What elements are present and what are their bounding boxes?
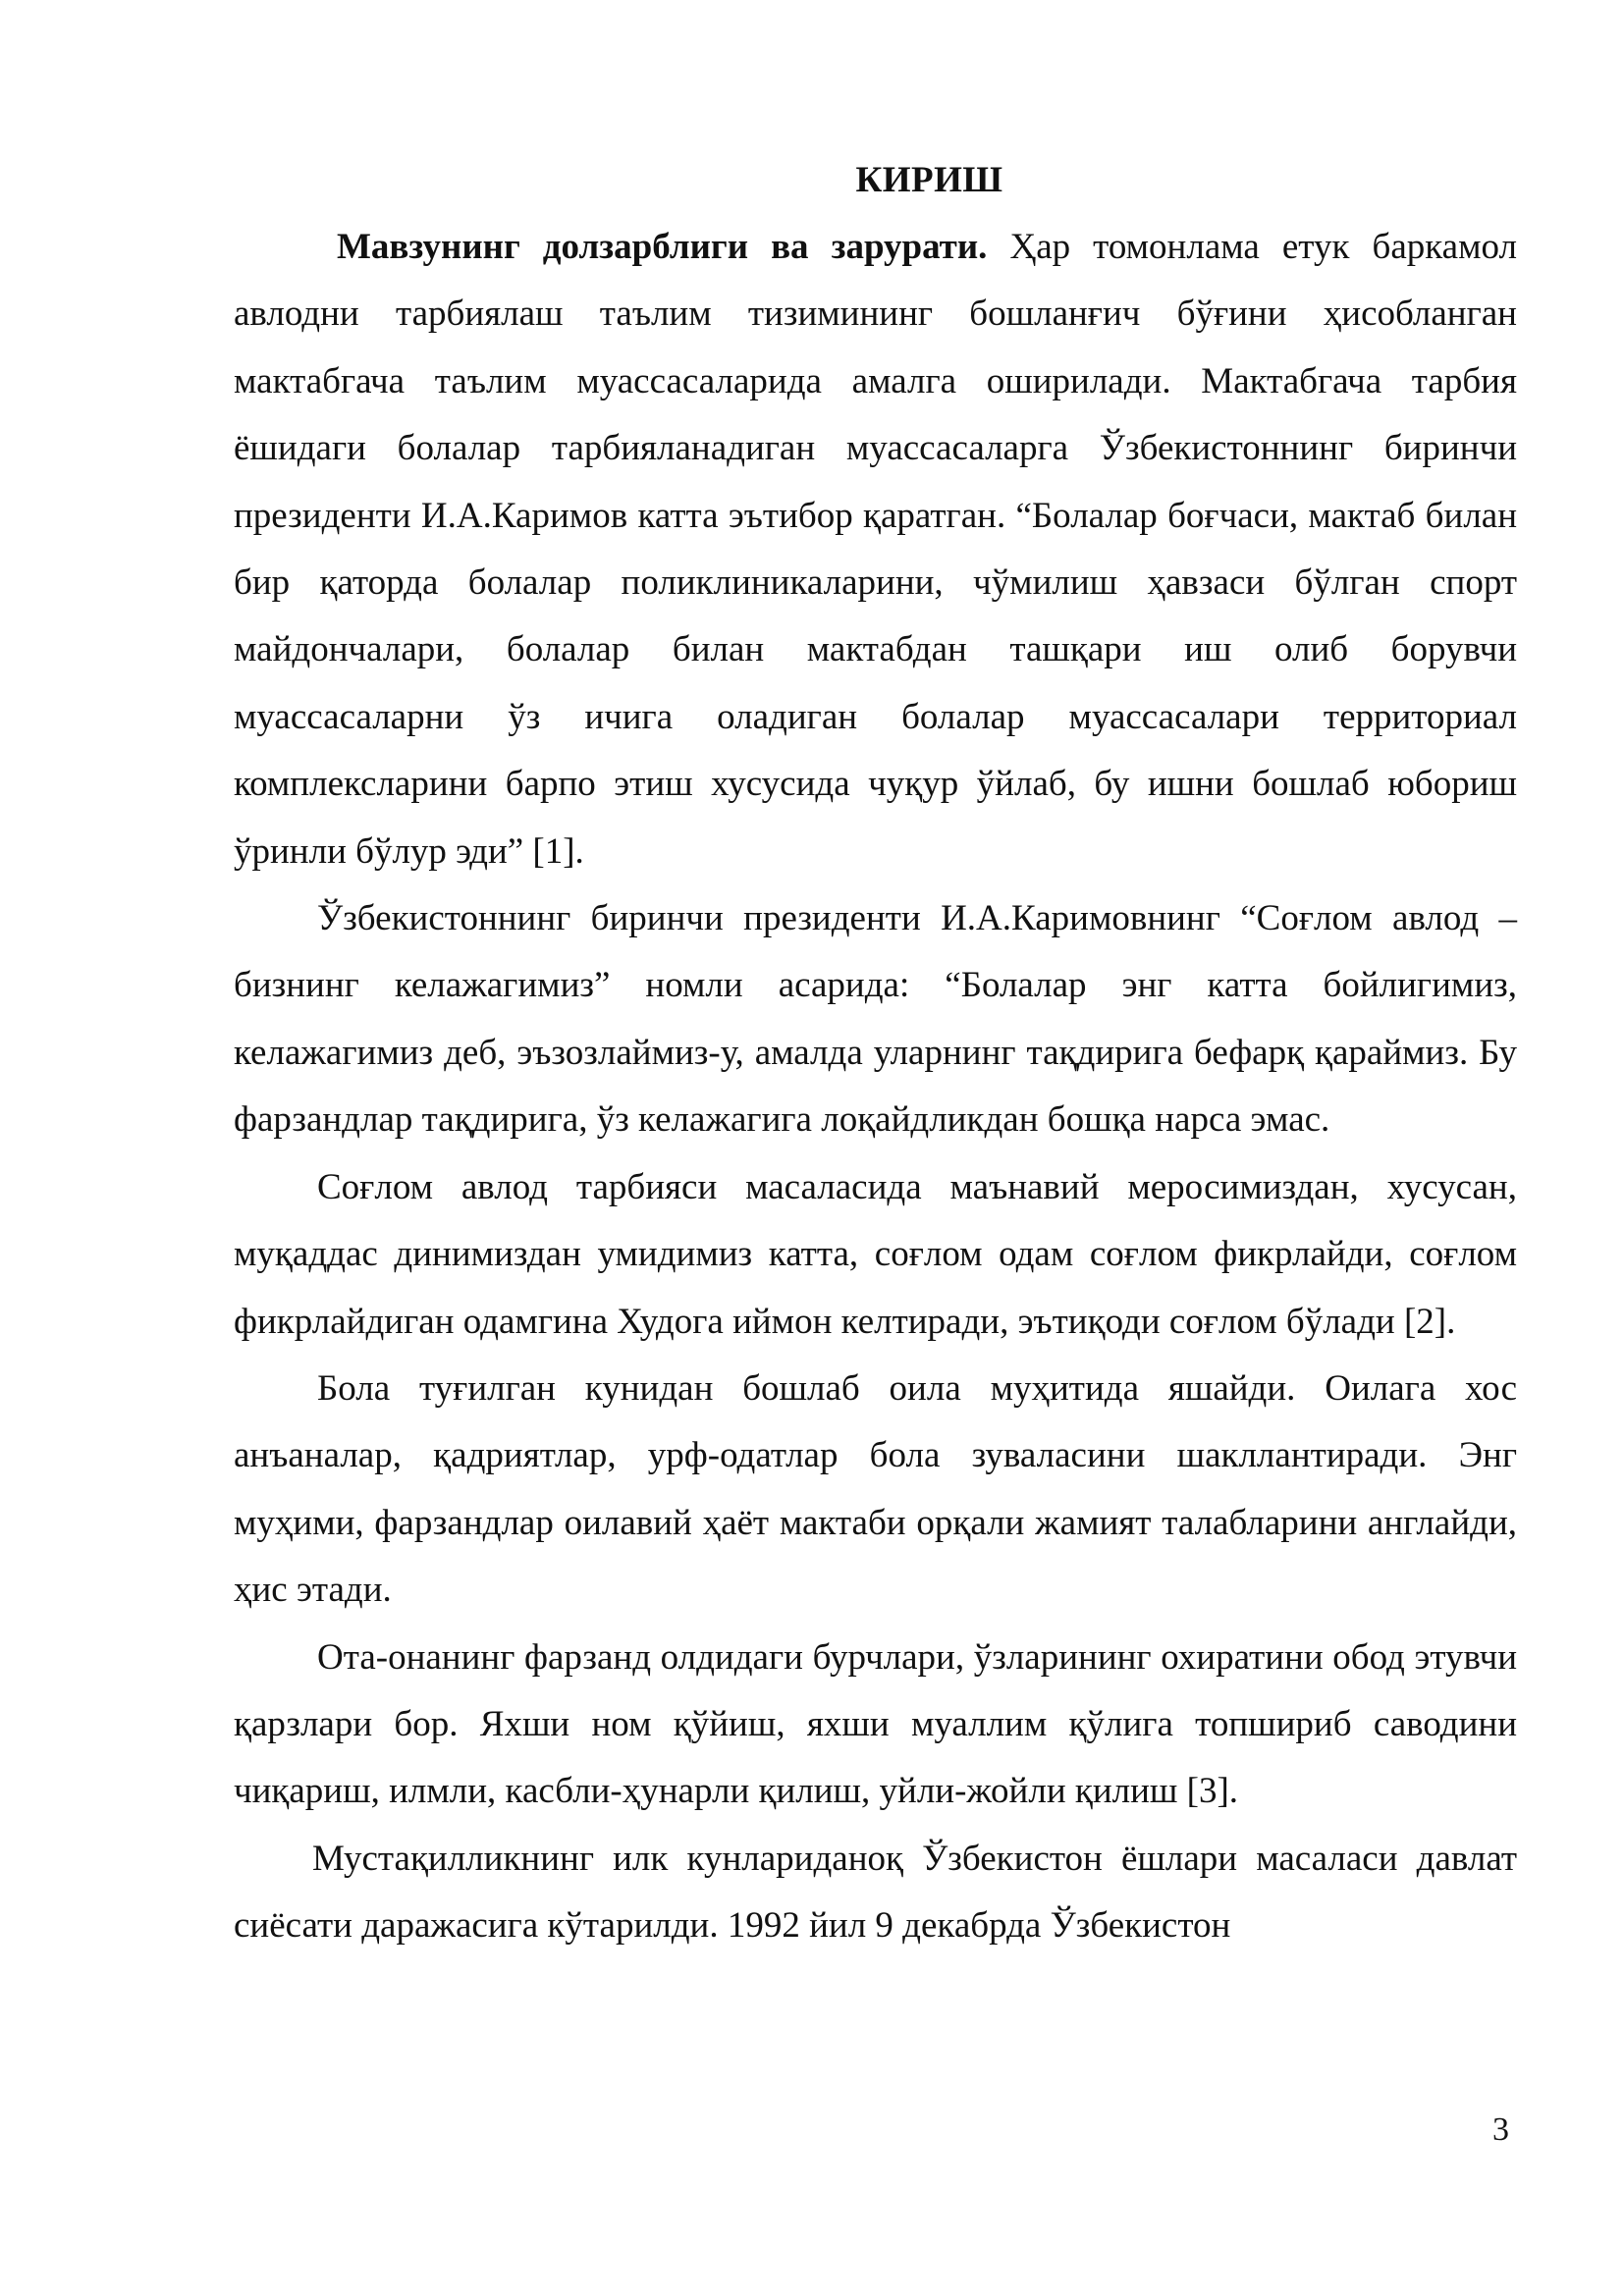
page-title: КИРИШ [855, 160, 1003, 200]
document-page [234, 147, 1517, 1960]
paragraph: Бола туғилган кунидан бошлаб оила муҳитида яшайди. Оилага хос анъаналар, қадриятлар, урф-одатлар бола зуваласини шакллантиради. Энг муҳими, фарзандлар оилавий ҳаёт мактаби орқали жамият талабларини англайди, ҳис этади. [234, 1367, 1517, 1611]
paragraph-relevance [234, 214, 1517, 885]
paragraph-lead: Мавзунинг долзарблиги ва зарурати. [337, 227, 988, 267]
paragraph: Ота-онанинг фарзанд олдидаги бурчлари, ўзларининг охиратини обод этувчи қарзлари бор. Яхши ном қўйиш, яхши муаллим қўлига топшириб саводини чиқариш, илмли, касбли-ҳунарли қилиш, уйли-жойли қилиш [3]. [234, 1636, 1517, 1812]
page-number: 3 [1492, 2111, 1509, 2148]
paragraph: Мустақилликнинг илк кунлариданоқ Ўзбекистон ёшлари масаласи давлат сиёсати даражасига кўтарилди. 1992 йил 9 декабрда Ўзбекистон [234, 1838, 1517, 1947]
paragraph-text: Ҳар томонлама етук баркамол авлодни тарбиялаш таълим тизимининг бошланғич бўғини ҳисобланган мактабгача таълим муассасаларида амалга оширилади. Мактабгача тарбия ёшидаги болалар тарбияланадиган муассасаларга Ўзбекистоннинг биринчи президенти И.А.Каримов катта эътибор қаратган. “Болалар боғчаси, мактаб билан бир қаторда болалар поликлиникаларини, чўмилиш ҳавзаси бўлган спорт майдончалари, болалар билан мактабдан ташқари иш олиб борувчи муассасаларни ўз ичига оладиган болалар муассасалари территориал комплексларини барпо этиш хусусида чуқур ўйлаб, бу ишни бошлаб юбориш ўринли бўлур эди” [1]. [234, 227, 1517, 872]
paragraph: Соғлом авлод тарбияси масаласида маънавий меросимиздан, хусусан, муқаддас динимиздан умидимиз катта, соғлом одам соғлом фикрлайди, соғлом фикрлайдиган одамгина Худога иймон келтиради, эътиқоди соғлом бўлади [2]. [234, 1166, 1517, 1342]
paragraph: Ўзбекистоннинг биринчи президенти И.А.Каримовнинг “Соғлом авлод – бизнинг келажагимиз” номли асарида: “Болалар энг катта бойлигимиз, келажагимиз деб, эъзозлаймиз-у, амалда уларнинг тақдирига бефарқ қараймиз. Бу фарзандлар тақдирига, ўз келажагига лоқайдликдан бошқа нарса эмас. [234, 898, 1517, 1141]
